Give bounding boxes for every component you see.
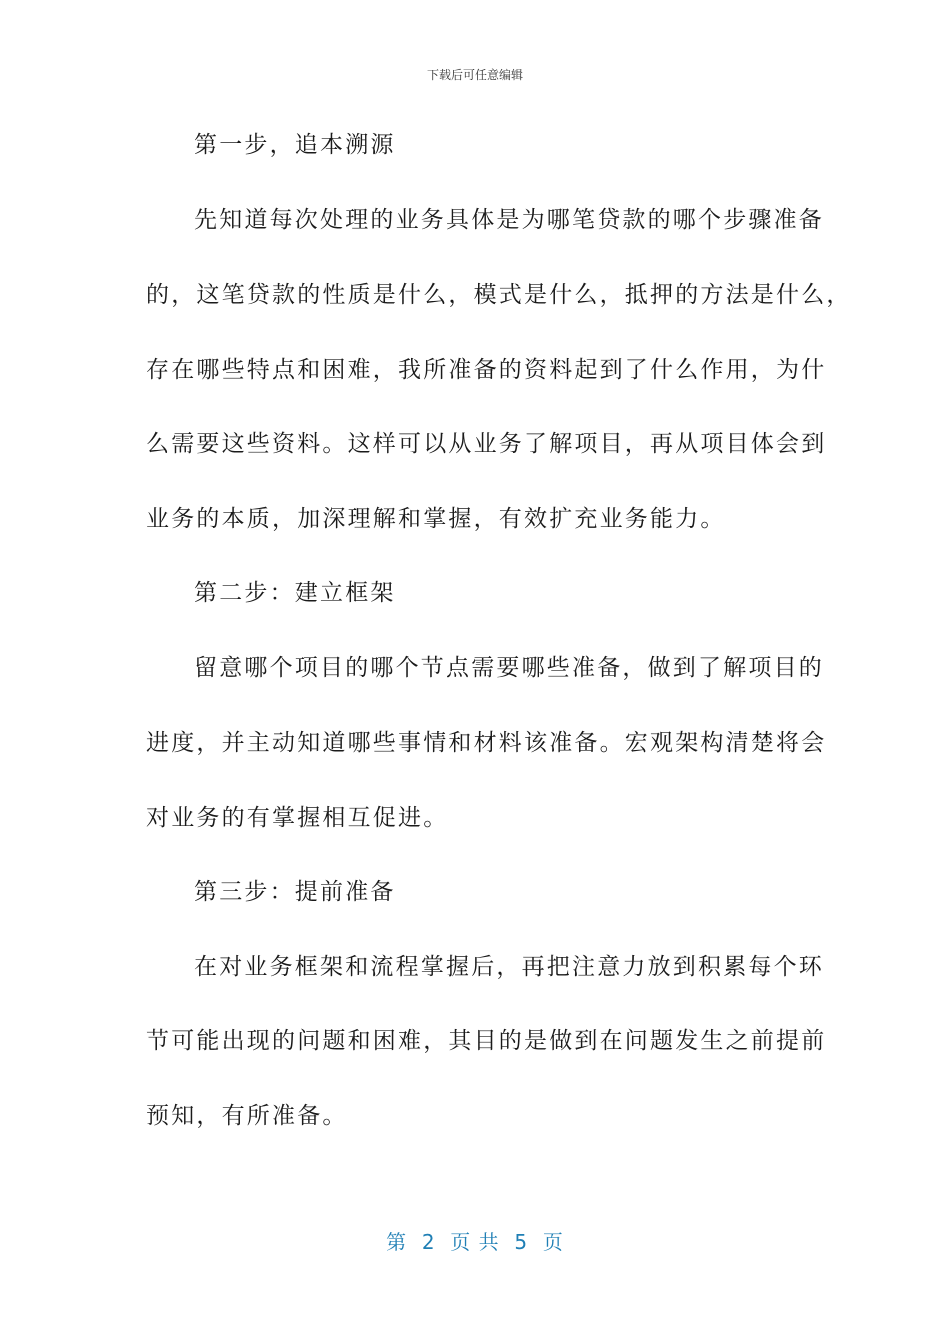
step3-heading: 第三步：提前准备	[194, 879, 396, 905]
paragraph-line: 在对业务框架和流程掌握后，再把注意力放到积累每个环	[194, 954, 824, 980]
header-note: 下载后可任意编辑	[426, 68, 523, 82]
step1-heading: 第一步，追本溯源	[194, 132, 396, 158]
page-number: 第 2 页 共 5 页	[386, 1230, 564, 1254]
paragraph-line: 么需要这些资料。这样可以从业务了解项目，再从项目体会到	[146, 431, 827, 457]
paragraph-line: 预知，有所准备。	[146, 1103, 348, 1129]
paragraph-line: 留意哪个项目的哪个节点需要哪些准备，做到了解项目的	[194, 655, 824, 681]
paragraph-line: 存在哪些特点和困难，我所准备的资料起到了什么作用，为什	[146, 357, 827, 383]
paragraph-line: 节可能出现的问题和困难，其目的是做到在问题发生之前提前	[146, 1028, 827, 1054]
paragraph-line: 进度，并主动知道哪些事情和材料该准备。宏观架构清楚将会	[146, 730, 827, 756]
paragraph-line: 先知道每次处理的业务具体是为哪笔贷款的哪个步骤准备	[194, 207, 824, 233]
paragraph-line: 对业务的有掌握相互促进。	[146, 805, 449, 831]
paragraph-line: 业务的本质，加深理解和掌握，有效扩充业务能力。	[146, 506, 726, 532]
paragraph-line: 的，这笔贷款的性质是什么，模式是什么，抵押的方法是什么，	[146, 282, 852, 308]
step2-heading: 第二步：建立框架	[194, 580, 396, 606]
